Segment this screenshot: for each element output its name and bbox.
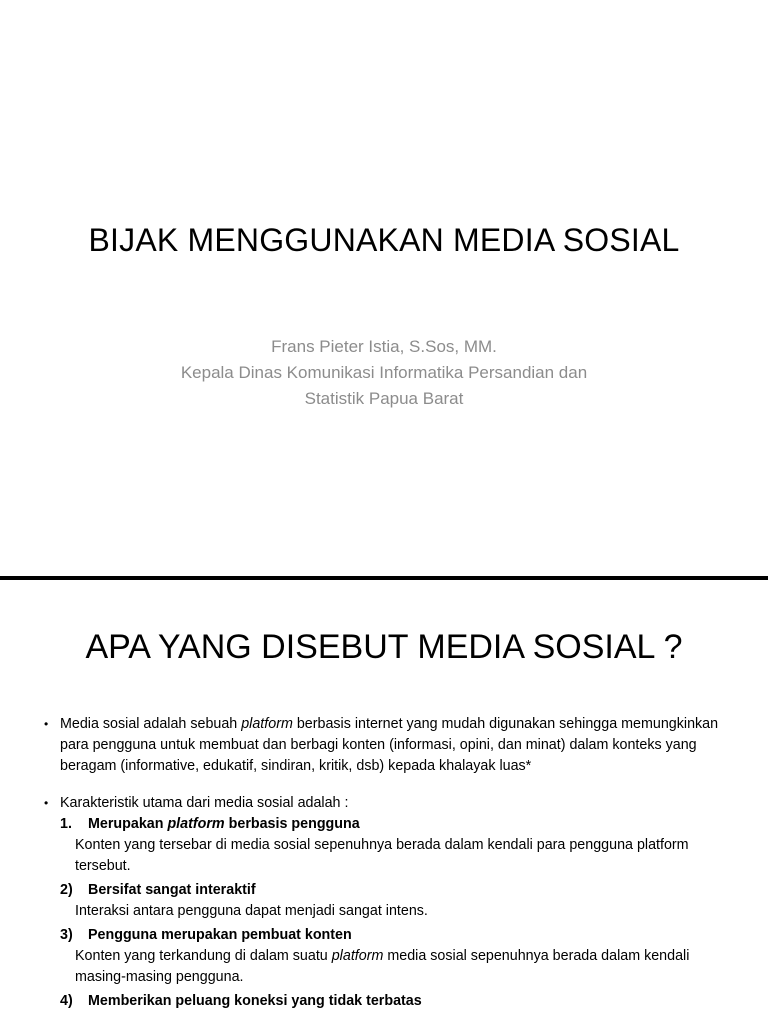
numbered-item-title: 4) Memberikan peluang koneksi yang tidak terbatas	[60, 993, 422, 1009]
slide-body	[44, 714, 744, 1012]
bullet-characteristics	[44, 793, 744, 814]
presenter-position-line1: Kepala Dinas Komunikasi Informatika Persandian dan	[180, 363, 588, 382]
slide-title: APA YANG DISEBUT MEDIA SOSIAL ?	[85, 628, 683, 666]
numbered-item-description: Konten yang terkandung di dalam suatu platform media sosial sepenuhnya berada dalam kendali masing-masing pengguna.	[75, 948, 690, 985]
bullet-definition	[44, 714, 744, 777]
characteristics-intro: Karakteristik utama dari media sosial adalah :	[60, 795, 349, 811]
numbered-item-description: Interaksi antara pengguna dapat menjadi sangat intens.	[75, 903, 428, 919]
presentation-title: BIJAK MENGGUNAKAN MEDIA SOSIAL	[88, 222, 680, 258]
numbered-item-title: 1. Merupakan platform berbasis pengguna	[60, 816, 360, 832]
numbered-item-title: 2) Bersifat sangat interaktif	[60, 882, 256, 898]
presenter-name: Frans Pieter Istia, S.Sos, MM.	[271, 337, 497, 356]
bullet-icon: •	[44, 717, 49, 731]
definition-text: Media sosial adalah sebuah platform berbasis internet yang mudah digunakan sehingga memungkinkan para pengguna untuk membuat dan berbagi konten (informasi, opini, dan minat) dalam konteks yang beragam (informative, edukatif, sindiran, kritik, dsb) kepada khalayak luas*	[60, 716, 719, 774]
numbered-item-title: 3) Pengguna merupakan pembuat konten	[60, 927, 352, 943]
presenter-info	[0, 334, 768, 412]
presenter-position-line2: Statistik Papua Barat	[304, 389, 464, 408]
bullet-icon: •	[44, 796, 49, 810]
numbered-item-description: Konten yang tersebar di media sosial sepenuhnya berada dalam kendali para pengguna platform tersebut.	[75, 837, 689, 874]
content-slide	[0, 580, 768, 1024]
